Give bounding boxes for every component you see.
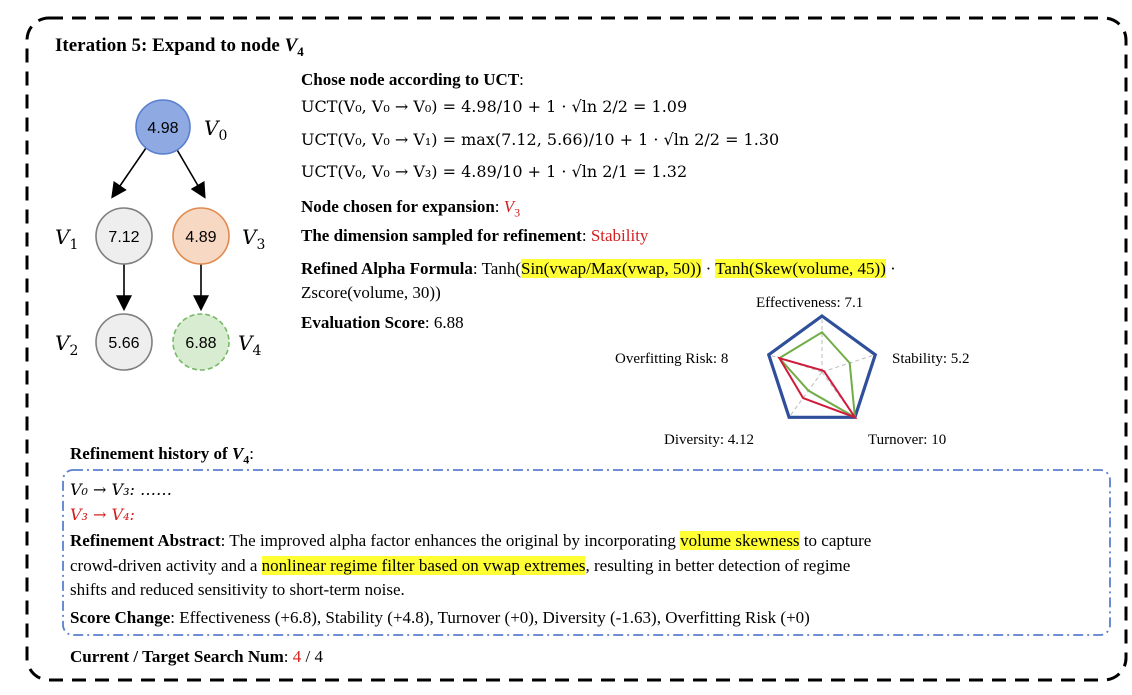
history-line-2: V₃ → V₄:: [70, 505, 135, 524]
node-value-v3: 4.89: [185, 229, 217, 246]
abstract-line-3: shifts and reduced sensitivity to short-term noise.: [70, 580, 405, 599]
node-value-v4: 6.88: [185, 335, 217, 352]
radar-label-effectiveness: Effectiveness: 7.1: [756, 295, 864, 311]
radar-chart: [769, 316, 876, 417]
abstract-highlight-2: nonlinear regime filter based on vwap extremes: [261, 556, 586, 575]
uct-line-2: UCT(V₀, V₀ → V₁) = max(7.12, 5.66)/10 + 1 · √ln 2/2 = 1.30: [301, 130, 780, 149]
abstract-line-2: crowd-driven activity and a nonlinear regime filter based on vwap extremes, resulting in better detection of regime: [70, 556, 851, 575]
abstract-highlight-1: volume skewness: [680, 531, 800, 550]
page-title: Iteration 5: Expand to node $V_4$: [55, 35, 304, 59]
node-name-v4: $V_4$: [238, 331, 262, 359]
history-heading: Refinement history of $V_4$:: [70, 444, 255, 467]
edge-v0-v3: [176, 148, 204, 196]
evaluation-line: Evaluation Score: 6.88: [301, 313, 464, 332]
radar-series-2: [779, 358, 855, 417]
radar-spoke: [822, 355, 875, 372]
radar-label-stability: Stability: 5.2: [892, 351, 970, 367]
formula-line-2: Zscore(volume, 30)): [301, 283, 441, 302]
node-value-v0: 4.98: [147, 120, 179, 137]
abstract-line-1: Refinement Abstract: The improved alpha factor enhances the original by incorporating volume skewness to capture: [70, 531, 872, 550]
expansion-line: Node chosen for expansion: $V_3$: [301, 197, 521, 220]
formula-line-1: Refined Alpha Formula: Tanh(Sin(vwap/Max(vwap, 50)) · Tanh(Skew(volume, 45)) ·: [301, 259, 896, 278]
radar-label-diversity: Diversity: 4.12: [664, 432, 754, 448]
uct-line-3: UCT(V₀, V₀ → V₃) = 4.89/10 + 1 · √ln 2/1 = 1.32: [301, 162, 688, 181]
formula-highlight-sin: Sin(vwap/Max(vwap, 50)): [520, 259, 702, 278]
uct-line-1: UCT(V₀, V₀ → V₀) = 4.98/10 + 1 · √ln 2/2 = 1.09: [301, 97, 688, 116]
radar-series-1: [779, 332, 855, 417]
history-line-1: V₀ → V₃: ……: [70, 480, 172, 499]
radar-label-turnover: Turnover: 10: [868, 432, 947, 448]
uct-heading: Chose node according to UCT:: [301, 70, 524, 89]
node-name-v0: $V_0$: [204, 116, 228, 144]
search-num-line: Current / Target Search Num: 4 / 4: [70, 647, 323, 666]
score-change-line: Score Change: Effectiveness (+6.8), Stability (+4.8), Turnover (+0), Diversity (-1.63), Overfitting Risk (+0): [70, 608, 810, 627]
node-value-v2: 5.66: [108, 335, 140, 352]
node-value-v1: 7.12: [108, 229, 140, 246]
node-name-v3: $V_3$: [242, 225, 266, 253]
formula-highlight-tanh: Tanh(Skew(volume, 45)): [715, 259, 886, 278]
edge-v0-v1: [113, 148, 146, 196]
node-name-v1: $V_1$: [55, 225, 79, 253]
dimension-line: The dimension sampled for refinement: Stability: [301, 226, 649, 245]
node-name-v2: $V_2$: [55, 331, 79, 359]
radar-label-overfitting: Overfitting Risk: 8: [615, 351, 729, 367]
